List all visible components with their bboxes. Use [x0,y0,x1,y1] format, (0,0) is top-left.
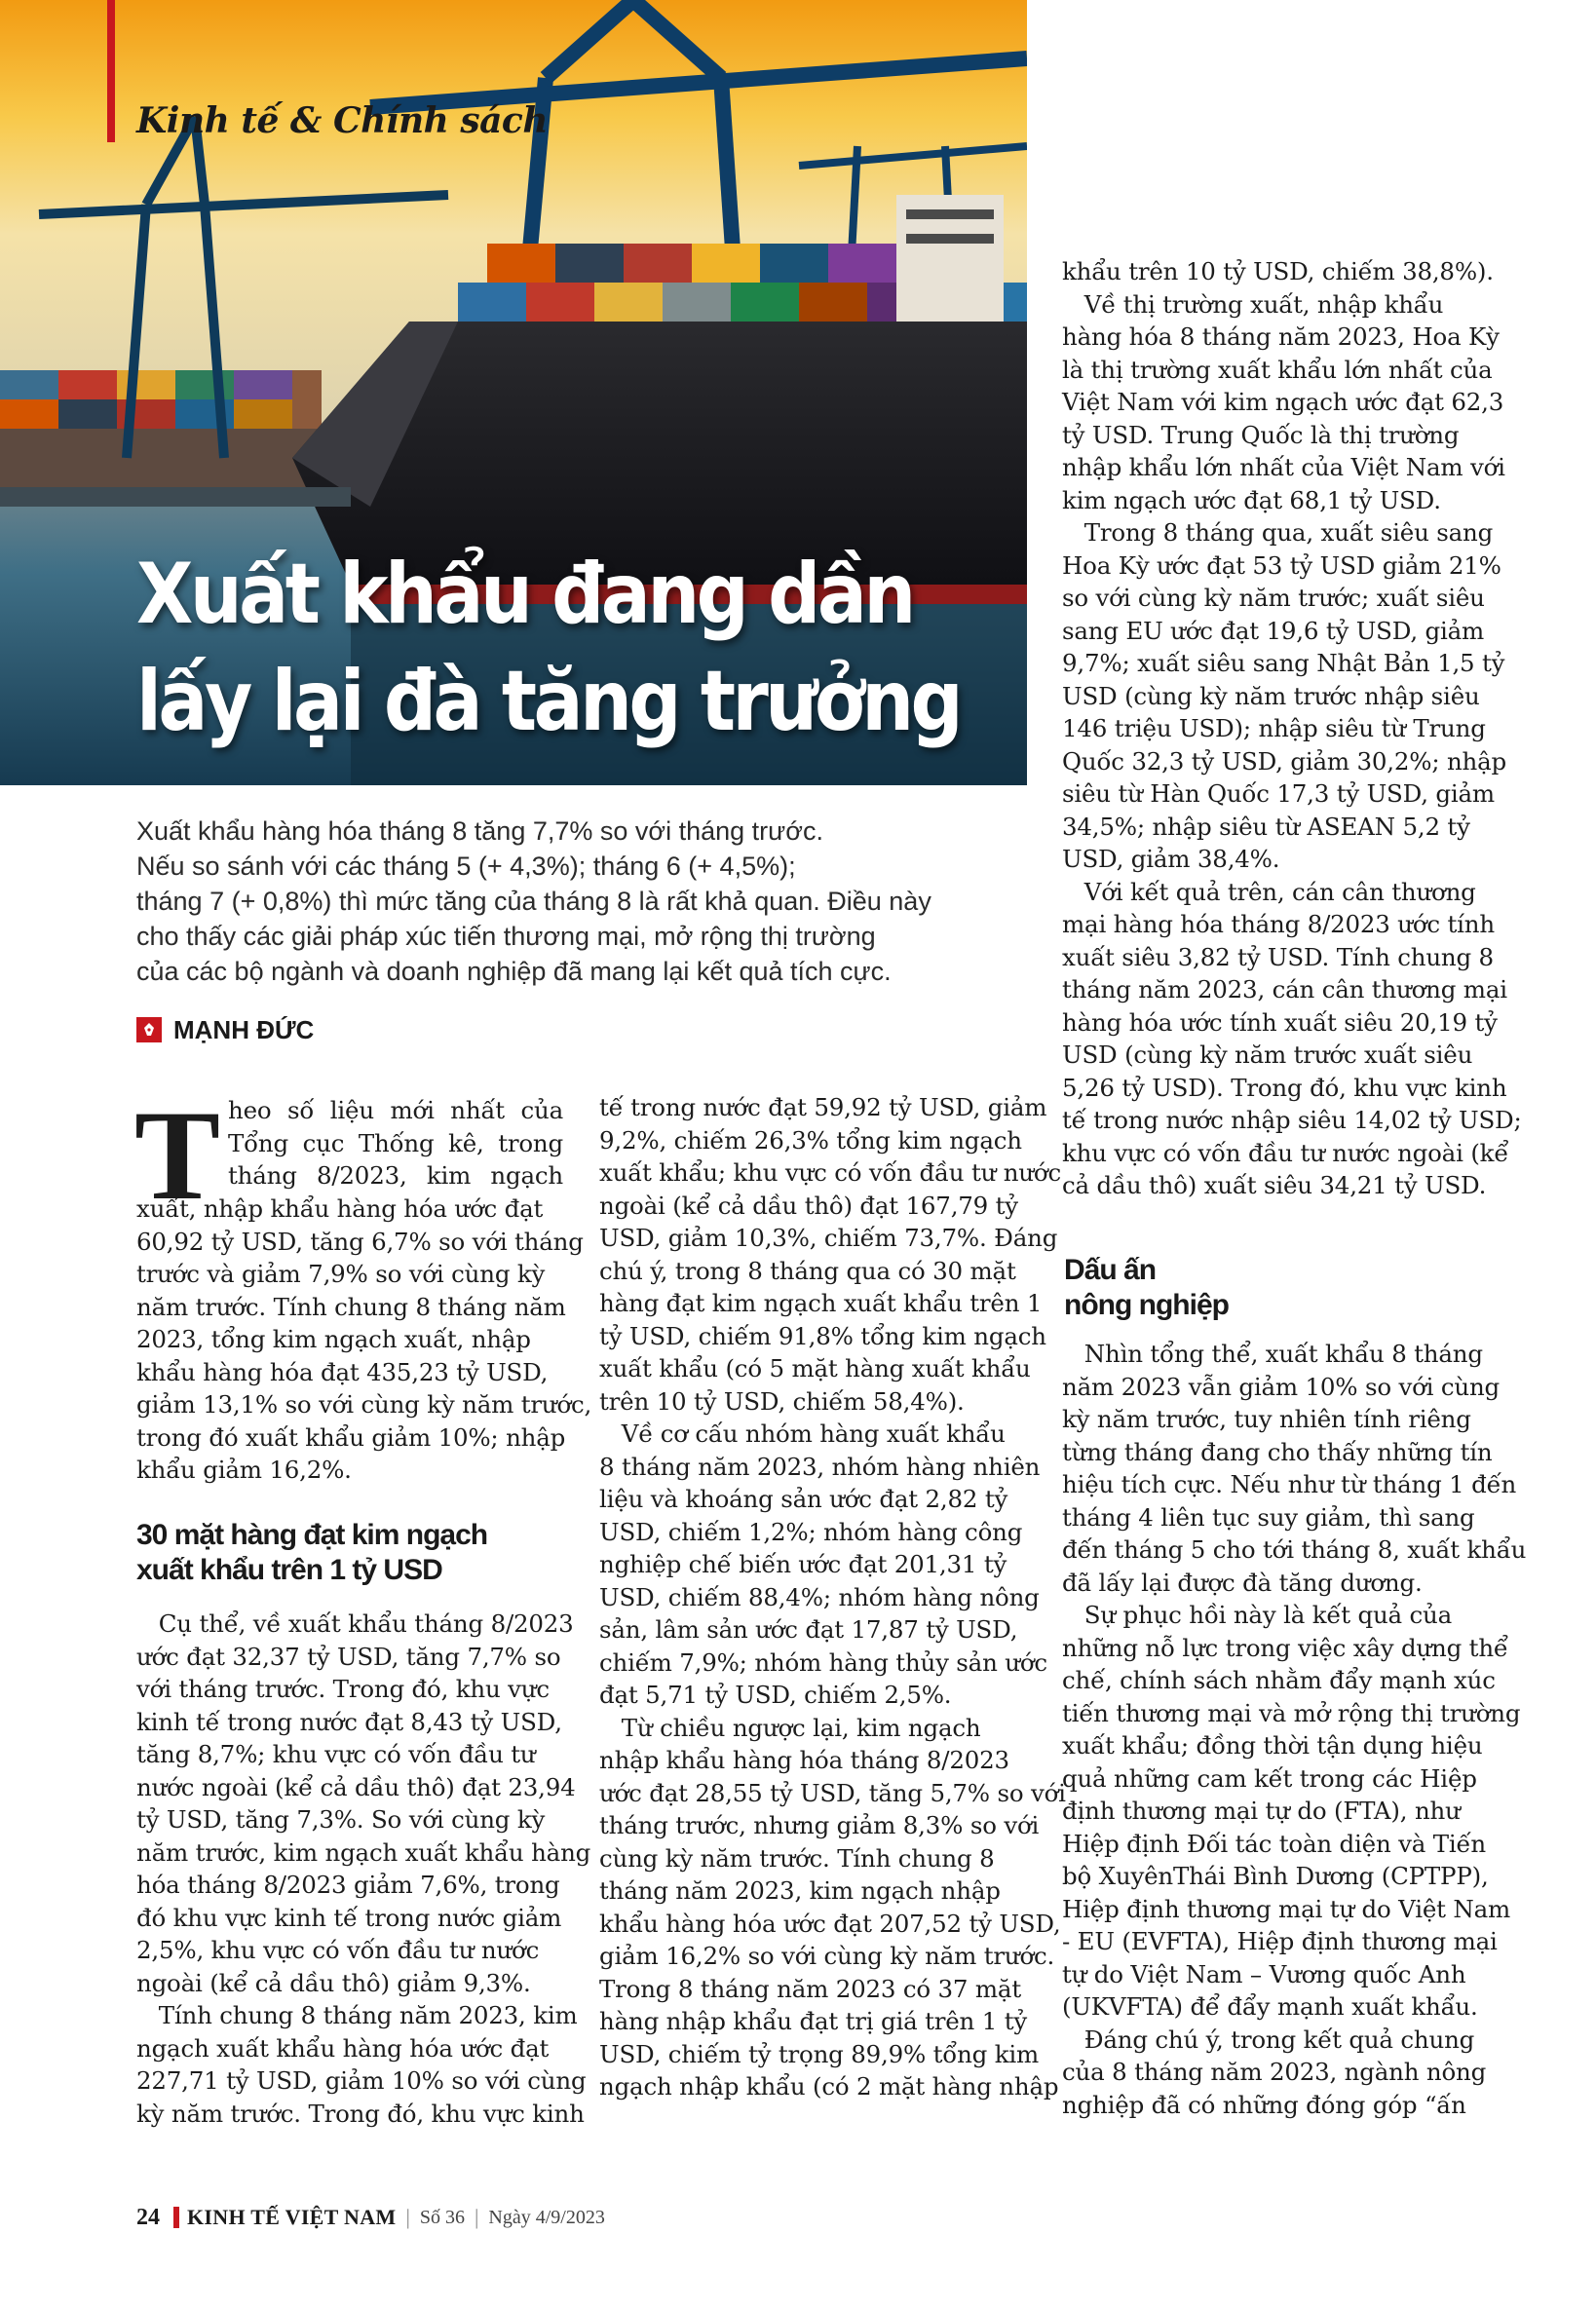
text-line: hàng nhập khẩu đạt trị giá trên 1 tỷ [599,2007,1027,2035]
text-line: hiệu tích cực. Nếu như từ tháng 1 đến [1062,1470,1517,1498]
text-line: nước ngoài (kể cả dầu thô) đạt 23,94 [136,1772,576,1801]
footer-separator: | [405,2205,410,2229]
text-line: 9,2%, chiếm 26,3% tổng kim ngạch [599,1125,1022,1154]
text-line: USD (cùng kỳ năm trước xuất siêu [1062,1041,1473,1069]
text-line: đã lấy lại được đà tăng dương. [1062,1568,1423,1597]
text-line: Hoa Kỳ ước đạt 53 tỷ USD giảm 21% [1062,550,1501,580]
page-footer [136,2203,605,2232]
text-line: heo số liệu mới nhất của [228,1096,563,1124]
text-line: quả những cam kết trong các Hiệp [1062,1763,1477,1793]
text-line: chú ý, trong 8 tháng qua có 30 mặt [599,1256,1016,1285]
subheading-line: 30 mặt hàng đạt kim ngạch [136,1519,488,1551]
text-line: USD, chiếm 1,2%; nhóm hàng công [599,1517,1023,1546]
text-line: Đáng chú ý, trong kết quả chung [1062,2025,1475,2054]
text-line: kỳ năm trước, tuy nhiên tính riêng [1062,1405,1471,1433]
text-line: 146 triệu USD); nhập siêu từ Trung [1062,714,1486,742]
text-line: xuất, nhập khẩu hàng hóa ước đạt [136,1194,544,1223]
text-line: giảm 13,1% so với cùng kỳ năm trước, [136,1390,592,1419]
text-line: Sự phục hồi này là kết quả của [1062,1601,1453,1629]
text-line: với tháng trước. Trong đó, khu vực [136,1675,550,1703]
subheading-agriculture [1064,1253,1493,1323]
subheading-line: nông nghiệp [1064,1289,1229,1321]
text-line: khẩu hàng hóa ước đạt 207,52 tỷ USD, [599,1909,1061,1938]
text-line: cùng kỳ năm trước. Tính chung 8 [599,1843,995,1873]
text-line: Cụ thể, về xuất khẩu tháng 8/2023 [136,1609,574,1638]
text-line: mại hàng hóa tháng 8/2023 ước tính [1062,910,1495,938]
text-line: đạt 5,71 tỷ USD, chiếm 2,5%. [599,1681,952,1709]
text-line: - EU (EVFTA), Hiệp định thương mại [1062,1927,1498,1955]
text-line: xuất khẩu; đồng thời tận dụng hiệu [1062,1731,1483,1760]
text-line: nghiệp chế biến ước đạt 201,31 tỷ [599,1550,1007,1578]
text-line: cả dầu thô) xuất siêu 34,21 tỷ USD. [1062,1171,1487,1199]
text-line: kỳ năm trước. Trong đó, khu vực kinh [136,2099,585,2128]
text-line: tự do Việt Nam – Vương quốc Anh [1062,1959,1466,1988]
column-3-bottom [1062,1338,1527,2121]
lead-paragraph [136,814,994,989]
text-line: khẩu giảm 16,2%. [136,1456,352,1484]
text-line: Hiệp định thương mại tự do Việt Nam [1062,1894,1511,1923]
text-line: tháng trước, nhưng giảm 8,3% so với [599,1811,1040,1839]
text-line: tiến thương mại và mở rộng thị trường [1062,1698,1521,1727]
text-line: ước đạt 28,55 tỷ USD, tăng 5,7% so với [599,1778,1066,1807]
text-line: Về cơ cấu nhóm hàng xuất khẩu [599,1419,1006,1448]
text-line: từng tháng đang cho thấy những tín [1062,1437,1493,1466]
text-line: Trong 8 tháng qua, xuất siêu sang [1062,518,1494,547]
text-line: nhập khẩu lớn nhất của Việt Nam với [1062,453,1505,481]
column-2 [599,1091,1066,2103]
text-line: sản, lâm sản ước đạt 17,87 tỷ USD, [599,1615,1018,1644]
text-line: Tổng cục Thống kê, trong [228,1128,563,1157]
text-line: khẩu hàng hóa đạt 435,23 tỷ USD, [136,1357,549,1386]
text-line: hàng hóa 8 tháng năm 2023, Hoa Kỳ [1062,322,1500,351]
text-line: Từ chiều ngược lại, kim ngạch [599,1713,981,1742]
text-line: Nhìn tổng thể, xuất khẩu 8 tháng [1062,1340,1483,1368]
text-line: xuất khẩu (có 5 mặt hàng xuất khẩu [599,1354,1031,1382]
text-line: hóa tháng 8/2023 giảm 7,6%, trong [136,1871,560,1899]
text-line: nhập khẩu hàng hóa tháng 8/2023 [599,1746,1009,1774]
text-line: ngạch xuất khẩu hàng hóa ước đạt [136,2033,550,2063]
text-line: ngoài (kể cả dầu thô) đạt 167,79 tỷ [599,1191,1018,1220]
text-line: Trong 8 tháng năm 2023 có 37 mặt [599,1974,1021,2003]
text-line: USD (cùng kỳ năm trước nhập siêu [1062,681,1480,710]
text-line: giảm 16,2% so với cùng kỳ năm trước. [599,1942,1055,1970]
text-line: tỷ USD, tăng 7,3%. So với cùng kỳ [136,1805,546,1834]
text-line: bộ XuyênThái Bình Dương (CPTPP), [1062,1862,1489,1890]
text-line: so với cùng kỳ năm trước; xuất siêu [1062,584,1485,612]
lead-line: cho thấy các giải pháp xúc tiến thương mại, mở rộng thị trường [136,922,876,951]
column-3-top [1062,255,1522,1202]
pen-icon [136,1017,162,1042]
issue-date: Ngày 4/9/2023 [488,2206,605,2228]
text-line: liệu và khoáng sản ước đạt 2,82 tỷ [599,1485,1008,1513]
subheading-line: xuất khẩu trên 1 tỷ USD [136,1554,442,1586]
text-line: 227,71 tỷ USD, giảm 10% so với cùng [136,2066,587,2095]
column-1-dropcap-lines [228,1094,563,1192]
text-line: chế, chính sách nhằm đẩy mạnh xúc [1062,1666,1496,1694]
text-line: 9,7%; xuất siêu sang Nhật Bản 1,5 tỷ [1062,649,1505,677]
text-line: trước và giảm 7,9% so với cùng kỳ [136,1260,546,1288]
text-line: 2,5%, khu vực có vốn đầu tư nước [136,1936,540,1964]
text-line: Quốc 32,3 tỷ USD, giảm 30,2%; nhập [1062,746,1507,776]
text-line: 34,5%; nhập siêu từ ASEAN 5,2 tỷ [1062,812,1470,841]
text-line: ước đạt 32,37 tỷ USD, tăng 7,7% so [136,1642,561,1671]
text-line: tăng 8,7%; khu vực có vốn đầu tư [136,1740,536,1768]
column-1-body [136,1608,591,2130]
text-line: tế trong nước nhập siêu 14,02 tỷ USD; [1062,1106,1522,1134]
drop-cap: T [134,1083,221,1227]
text-line: ngoài (kể cả dầu thô) giảm 9,3%. [136,1968,531,1997]
text-line: khu vực có vốn đầu tư nước ngoài (kể [1062,1138,1509,1167]
author-name: MẠNH ĐỨC [173,1014,315,1044]
headline-line-1: Xuất khẩu đang dần [136,546,913,643]
section-label: Kinh tế & Chính sách [136,100,549,141]
text-line: tháng năm 2023, cán cân thương mại [1062,975,1507,1003]
text-line: chiếm 7,9%; nhóm hàng thủy sản ước [599,1647,1047,1677]
subheading-export-items [136,1518,565,1588]
byline [136,1015,314,1044]
text-line: tế trong nước đạt 59,92 tỷ USD, giảm [599,1093,1047,1121]
text-line: trên 10 tỷ USD, chiếm 58,4%). [599,1386,965,1416]
text-line: là thị trường xuất khẩu lớn nhất của [1062,355,1493,384]
footer-separator: | [475,2205,479,2229]
text-line: hàng đạt kim ngạch xuất khẩu trên 1 [599,1289,1043,1317]
text-line: 5,26 tỷ USD). Trong đó, khu vực kinh [1062,1073,1507,1102]
text-line: Hiệp định Đối tác toàn diện và Tiến [1062,1829,1487,1858]
section-accent-bar [107,0,115,142]
text-line: xuất khẩu; khu vực có vốn đầu tư nước [599,1158,1061,1187]
text-line: Tính chung 8 tháng năm 2023, kim [136,2001,578,2029]
text-line: 8 tháng năm 2023, nhóm hàng nhiên [599,1452,1041,1481]
lead-line: Xuất khẩu hàng hóa tháng 8 tăng 7,7% so với tháng trước. [136,816,823,846]
text-line: tháng năm 2023, kim ngạch nhập [599,1876,1001,1905]
subheading-line: Dấu ấn [1064,1254,1157,1286]
column-1-intro [136,1192,592,1487]
lead-line: tháng 7 (+ 0,8%) thì mức tăng của tháng 8 là rất khả quan. Điều này [136,887,931,916]
text-line: Về thị trường xuất, nhập khẩu [1062,289,1444,319]
text-line: tháng 8/2023, kim ngạch [228,1161,563,1190]
magazine-name: KINH TẾ VIỆT NAM [187,2205,397,2229]
footer-accent-bar [173,2207,179,2228]
text-line: kim ngạch ước đạt 68,1 tỷ USD. [1062,485,1441,514]
text-line: năm trước. Tính chung 8 tháng năm [136,1292,566,1321]
text-line: 2023, tổng kim ngạch xuất, nhập [136,1325,531,1353]
headline-line-2: lấy lại đà tăng trưởng [136,653,961,750]
text-line: khẩu trên 10 tỷ USD, chiếm 38,8%). [1062,257,1494,285]
text-line: xuất siêu 3,82 tỷ USD. Tính chung 8 [1062,942,1494,971]
lead-line: Nếu so sánh với các tháng 5 (+ 4,3%); tháng 6 (+ 4,5%); [136,852,796,881]
text-line: năm 2023 vẫn giảm 10% so với cùng [1062,1372,1501,1401]
text-line: năm trước, kim ngạch xuất khẩu hàng [136,1837,591,1867]
text-line: ngạch nhập khẩu (có 2 mặt hàng nhập [599,2072,1059,2101]
text-line: tỷ USD. Trung Quốc là thị trường [1062,420,1460,449]
text-line: USD, giảm 38,4%. [1062,845,1280,873]
text-line: siêu từ Hàn Quốc 17,3 tỷ USD, giảm [1062,779,1495,808]
text-line: tháng 4 liên tục suy giảm, thì sang [1062,1502,1475,1532]
text-line: đó khu vực kinh tế trong nước giảm [136,1903,562,1932]
text-line: định thương mại tự do (FTA), như [1062,1797,1461,1825]
text-line: USD, chiếm tỷ trọng 89,9% tổng kim [599,2039,1040,2068]
text-line: (UKVFTA) để đẩy mạnh xuất khẩu. [1062,1992,1478,2021]
text-line: hàng hóa ước tính xuất siêu 20,19 tỷ [1062,1007,1498,1037]
text-line: nghiệp đã có những đóng góp “ấn [1062,2090,1466,2119]
text-line: USD, giảm 10,3%, chiếm 73,7%. Đáng [599,1224,1058,1252]
text-line: Việt Nam với kim ngạch ước đạt 62,3 [1062,388,1504,416]
text-line: kinh tế trong nước đạt 8,43 tỷ USD, [136,1707,562,1736]
text-line: 60,92 tỷ USD, tăng 6,7% so với tháng [136,1227,584,1256]
page-number: 24 [136,2204,160,2230]
text-line: Với kết quả trên, cán cân thương [1062,877,1476,906]
text-line: trong đó xuất khẩu giảm 10%; nhập [136,1422,566,1452]
text-line: đến tháng 5 cho tới tháng 8, xuất khẩu [1062,1535,1527,1564]
lead-line: của các bộ ngành và doanh nghiệp đã mang lại kết quả tích cực. [136,957,892,986]
text-line: của 8 tháng năm 2023, ngành nông [1062,2058,1487,2086]
headline [136,541,961,755]
text-line: USD, chiếm 88,4%; nhóm hàng nông [599,1582,1040,1611]
text-line: tỷ USD, chiếm 91,8% tổng kim ngạch [599,1321,1046,1350]
issue-number: Số 36 [419,2206,465,2228]
text-line: những nỗ lực trong việc xây dựng thể [1062,1633,1508,1662]
text-line: sang EU ước đạt 19,6 tỷ USD, giảm [1062,616,1485,645]
